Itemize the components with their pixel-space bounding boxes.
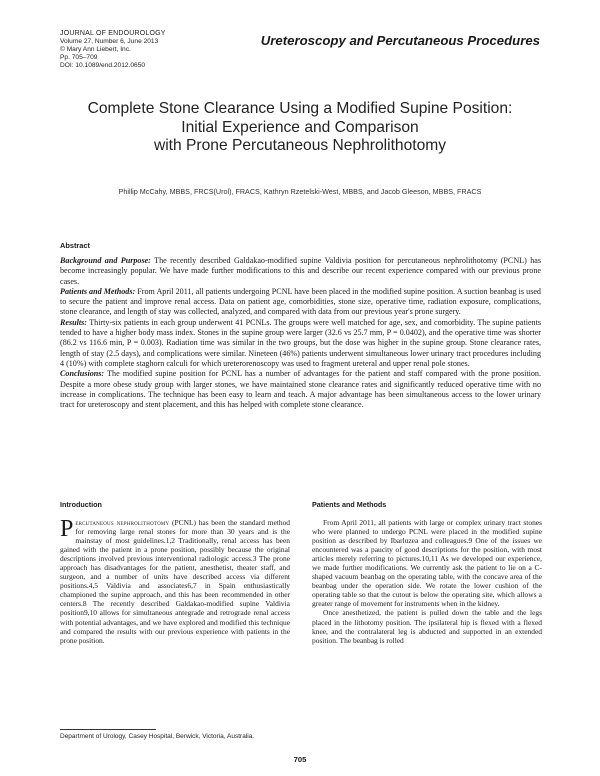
authors: Phillip McCahy, MBBS, FRCS(Urol), FRACS, Kathryn Rzetelski-West, MBBS, and Jacob Gleeson, MBBS, FRACS xyxy=(118,187,482,196)
introduction-body xyxy=(60,518,290,645)
methods-paragraph-1: From April 2011, all patients with large or complex urinary tract stones who were planned to undergo PCNL were placed in the modified supine position as described by Ibarluzea and colleagues.9 One of the issues we encountered was a paucity of good descriptions for the position, with most articles merely referring to pictures.10,11 As we developed our experience, we made further modifications. We currently ask the patient to lie on a C-shaped vacuum beanbag on the operating table, with the concave area of the beanbag under the operation side. We rotate the lower cushion of the operating table so that the cutout is below the operating site, which allows a greater range of movement for instruments when in the kidney. xyxy=(312,518,542,609)
conclusions-text: The modified supine position for PCNL has a number of advantages for the patient and staff compared with the prone position. Despite a more obese study group with larger stones, we have maintained stone clearance rates and significantly reduced operative time with no increase in complications. The technique has been easy to learn and teach. A major advantage has been simultaneous access to the lower urinary tract for ureteroscopy and stent placement, and this has helped with complete stone clearance. xyxy=(60,369,541,410)
section-title: Ureteroscopy and Percutaneous Procedures xyxy=(260,33,540,48)
journal-doi: DOI: 10.1089/end.2012.0650 xyxy=(60,62,146,69)
introduction-heading: Introduction xyxy=(60,500,102,509)
results-label: Results: xyxy=(60,317,87,327)
abstract-conclusions xyxy=(60,369,541,410)
dropcap: P xyxy=(60,516,74,542)
article-title xyxy=(40,100,560,156)
abstract-results xyxy=(60,318,541,369)
abstract-methods xyxy=(60,287,541,318)
title-line-3: with Prone Percutaneous Nephrolithotomy xyxy=(153,137,447,154)
journal-name: JOURNAL OF ENDOUROLOGY xyxy=(60,30,166,37)
background-text: The recently described Galdakao-modified supine Valdivia position for percutaneous nephrolithotomy (PCNL) has become increasingly popular. We have made further modifications to this and describe our recent experience compared with our previous prone cases. xyxy=(60,256,541,286)
abstract-heading: Abstract xyxy=(60,241,90,250)
methods-text: From April 2011, all patients undergoing PCNL have been placed in the modified supine position. A suction beanbag is used to secure the patient and improve renal access. Data on patient age, comorbidities, stone size, operative time, radiation exposure, complications, stone clearance, and length of stay was collected, analyzed, and compared with data from our previous year's prone surgery. xyxy=(60,286,541,317)
intro-text: (PCNL) has been the standard method for removing large renal stones for more than 30 years and is the mainstay of most guidelines.1,2 Traditionally, renal access has been gained with the patient in a prone position, possibly because the original descriptions involved previous interventional radiologic access.3 The prone approach has disadvantages for the patient, anesthetist, theater staff, and surgeon, and a number of units have described access via different positions.4,5 Valdivia and associates6,7 in Spain enthusiastically championed the supine approach, and this has been recommended in other centers.8 The recently described Galdakao-modified supine Valdivia position9,10 allows for simultaneous antegrade and retrograde renal access with potential advantages, and we have explored and modified this technique and compared the results with our previous experience with patients in the prone position. xyxy=(60,518,291,645)
methods-body xyxy=(312,518,542,645)
title-line-2: Initial Experience and Comparison xyxy=(181,118,419,136)
methods-heading: Patients and Methods xyxy=(312,500,387,509)
results-text: Thirty-six patients in each group underwent 41 PCNLs. The groups were well matched for age, sex, and comorbidity. The supine patients tended to have a higher body mass index. Stones in the supine group were larger (32.6 vs 25.7 mm, P = 0.0402), and the operative time was shorter (86.2 vs 116.6 min, P = 0.003). Radiation time was similar in the two groups, but the dose was higher in the supine group. Stone clearance rates, length of stay (2.5 days), and complications were similar. Nineteen (46%) patients underwent simultaneous lower urinary tract procedures including 4 (10%) with complete staghorn calculi for which ureterorenoscopy was used to fragment ureteral and upper renal pole stones. xyxy=(60,317,541,368)
introduction-paragraph xyxy=(60,518,290,645)
journal-info xyxy=(60,30,166,70)
background-label: Background and Purpose: xyxy=(60,256,151,265)
conclusions-label: Conclusions: xyxy=(60,369,105,379)
journal-pages: Pp. 705–709 xyxy=(60,54,98,61)
footnote-rule xyxy=(60,729,156,730)
abstract-background xyxy=(60,256,541,287)
intro-smallcaps: ercutaneous nephrolithotomy xyxy=(75,518,170,527)
methods-label: Patients and Methods: xyxy=(60,286,136,296)
journal-volume: Volume 27, Number 6, June 2013 xyxy=(60,38,159,45)
methods-paragraph-2: Once anesthetized, the patient is pulled down the table and the legs placed in the lithotomy position. The ipsilateral hip is flexed with a flexed knee, and the contralateral leg is abducted and supported in an extended position. The beanbag is rolled xyxy=(312,608,542,645)
footnote: Department of Urology, Casey Hospital, Berwick, Victoria, Australia. xyxy=(60,733,255,740)
title-line-1: Complete Stone Clearance Using a Modified Supine Position: xyxy=(87,100,513,117)
journal-copyright: © Mary Ann Liebert, Inc. xyxy=(60,46,131,53)
page-number: 705 xyxy=(293,755,307,764)
abstract xyxy=(60,256,541,410)
